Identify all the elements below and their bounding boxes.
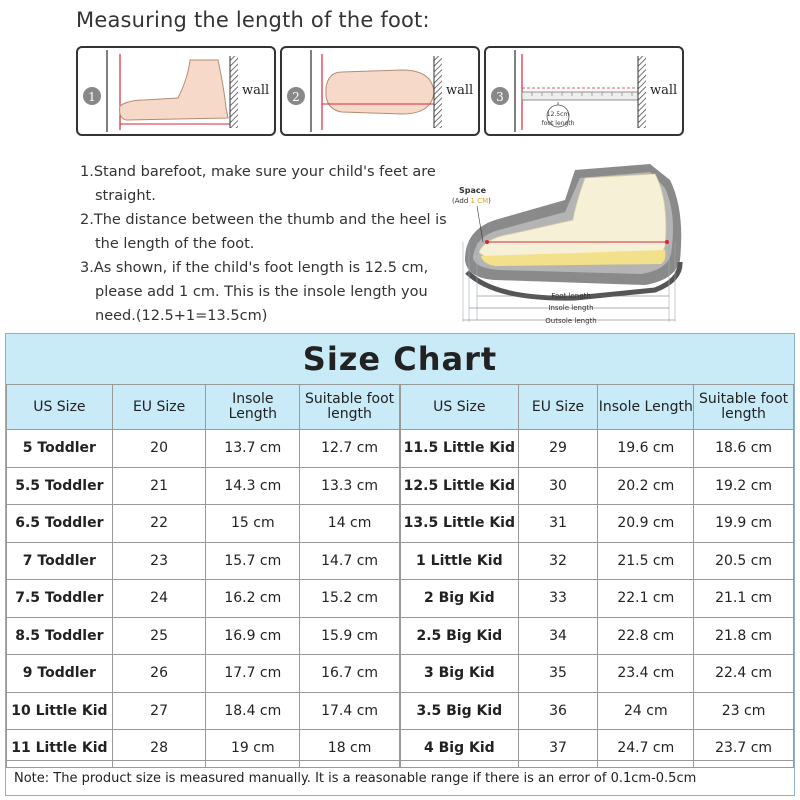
us-size-cell: 7.5 Toddler [7,580,113,618]
us-size-cell: 5 Toddler [7,430,113,468]
instruction-3: 3.As shown, if the child's foot length is 12.5 cm, please add 1 cm. This is the insole length you need.(12.5+1=13.5cm) [80,260,429,324]
foot-length-cell: 23 cm [694,692,794,730]
header-eu-size: EU Size [112,385,206,430]
eu-size-cell: 21 [112,467,206,505]
insole-length-cell: 15 cm [206,505,300,543]
us-size-cell: 9 Toddler [7,655,113,693]
us-size-cell: 8.5 Toddler [7,617,113,655]
foot-side-icon [120,60,228,120]
eu-size-cell: 24 [112,580,206,618]
left-rows [7,430,400,768]
instructions [80,160,450,328]
foot-length-cell: 17.4 cm [300,692,400,730]
table-row [7,542,400,580]
step-3-panel [484,46,684,136]
eu-size-cell: 36 [518,692,598,730]
eu-size-cell: 22 [112,505,206,543]
table-row [7,692,400,730]
foot-length-cell: 19.9 cm [694,505,794,543]
foot-top-icon [326,70,434,114]
step-2-number: 2 [292,90,300,104]
table-row [7,430,400,468]
header-eu-size: EU Size [518,385,598,430]
insole-length-cell: 14.3 cm [206,467,300,505]
wall-label: wall [650,83,678,98]
table-row [7,580,400,618]
foot-length-cell: 18 cm [300,730,400,768]
us-size-cell: 11 Little Kid [7,730,113,768]
table-row [401,692,794,730]
us-size-cell: 13.5 Little Kid [401,505,519,543]
insole-length-cell: 18.4 cm [206,692,300,730]
insole-length-cell: 24 cm [598,692,694,730]
size-note: Note: The product size is measured manually. It is a reasonable range if there is an error of 0.1cm-0.5cm [6,760,794,796]
insole-length-cell: 20.2 cm [598,467,694,505]
right-rows [401,430,794,768]
us-size-cell: 12.5 Little Kid [401,467,519,505]
insole-length-cell: 13.7 cm [206,430,300,468]
foot-length-cell: 14 cm [300,505,400,543]
us-size-cell: 3 Big Kid [401,655,519,693]
size-table-right [400,384,794,768]
page-heading: Measuring the length of the foot: [76,8,430,32]
step-1-number: 1 [88,90,96,104]
header-us-size: US Size [7,385,113,430]
instruction-2: 2.The distance between the thumb and the heel is the length of the foot. [80,212,447,252]
table-row [7,655,400,693]
space-sublabel: (Add 1 CM) [452,197,491,205]
foot-length-cell: 23.7 cm [694,730,794,768]
eu-size-cell: 30 [518,467,598,505]
eu-size-cell: 37 [518,730,598,768]
us-size-cell: 2.5 Big Kid [401,617,519,655]
foot-length-cell: 14.7 cm [300,542,400,580]
eu-size-cell: 27 [112,692,206,730]
eu-size-cell: 32 [518,542,598,580]
header-suitable-foot-length: Suitable foot length [694,385,794,430]
size-chart [5,333,795,796]
us-size-cell: 7 Toddler [7,542,113,580]
header-insole-length: Insole Length [598,385,694,430]
foot-length-label: Foot length [551,292,591,300]
table-row [401,467,794,505]
eu-size-cell: 28 [112,730,206,768]
table-row [401,542,794,580]
header-suitable-foot-length: Suitable foot length [300,385,400,430]
table-row [7,505,400,543]
foot-length-cell: 15.9 cm [300,617,400,655]
measure-caption: foot length [541,120,575,127]
outsole-length-label: Outsole length [545,317,597,325]
insole-length-cell: 20.9 cm [598,505,694,543]
measure-value: 12.5cm [546,111,570,118]
eu-size-cell: 29 [518,430,598,468]
eu-size-cell: 20 [112,430,206,468]
instruction-1: 1.Stand barefoot, make sure your child's feet are straight. [80,164,436,204]
us-size-cell: 6.5 Toddler [7,505,113,543]
us-size-cell: 3.5 Big Kid [401,692,519,730]
insole-length-cell: 23.4 cm [598,655,694,693]
insole-length-cell: 24.7 cm [598,730,694,768]
ruler-icon [522,92,638,100]
step-1-panel [76,46,276,136]
foot-length-cell: 18.6 cm [694,430,794,468]
table-row [7,617,400,655]
foot-length-cell: 20.5 cm [694,542,794,580]
us-size-cell: 2 Big Kid [401,580,519,618]
foot-length-cell: 21.8 cm [694,617,794,655]
header-us-size: US Size [401,385,519,430]
insole-length-cell: 16.9 cm [206,617,300,655]
insole-length-cell: 22.1 cm [598,580,694,618]
insole-length-cell: 22.8 cm [598,617,694,655]
table-row [401,505,794,543]
foot-length-cell: 12.7 cm [300,430,400,468]
table-row [401,430,794,468]
table-row [7,467,400,505]
table-header-row [7,385,400,430]
space-label: Space [459,186,487,195]
eu-size-cell: 26 [112,655,206,693]
table-row [401,580,794,618]
eu-size-cell: 34 [518,617,598,655]
us-size-cell: 4 Big Kid [401,730,519,768]
step-2-panel [280,46,480,136]
foot-length-cell: 19.2 cm [694,467,794,505]
us-size-cell: 11.5 Little Kid [401,430,519,468]
size-chart-title: Size Chart [6,334,794,384]
eu-size-cell: 25 [112,617,206,655]
us-size-cell: 5.5 Toddler [7,467,113,505]
insole-length-cell: 19 cm [206,730,300,768]
table-header-row [401,385,794,430]
us-size-cell: 1 Little Kid [401,542,519,580]
table-row [401,617,794,655]
insole-length-cell: 16.2 cm [206,580,300,618]
table-row [401,655,794,693]
wall-label: wall [242,83,270,98]
insole-length-cell: 15.7 cm [206,542,300,580]
insole-length-cell: 19.6 cm [598,430,694,468]
foot-length-cell: 16.7 cm [300,655,400,693]
eu-size-cell: 33 [518,580,598,618]
eu-size-cell: 23 [112,542,206,580]
insole-length-cell: 21.5 cm [598,542,694,580]
foot-length-cell: 13.3 cm [300,467,400,505]
header-insole-length: Insole Length [206,385,300,430]
insole-length-label: Insole length [548,304,594,312]
foot-length-cell: 15.2 cm [300,580,400,618]
wall-label: wall [446,83,474,98]
size-table-left [6,384,400,768]
eu-size-cell: 31 [518,505,598,543]
eu-size-cell: 35 [518,655,598,693]
insole-length-cell: 17.7 cm [206,655,300,693]
us-size-cell: 10 Little Kid [7,692,113,730]
foot-length-cell: 22.4 cm [694,655,794,693]
foot-length-cell: 21.1 cm [694,580,794,618]
shoe-diagram [452,150,690,334]
step-3-number: 3 [496,90,504,104]
